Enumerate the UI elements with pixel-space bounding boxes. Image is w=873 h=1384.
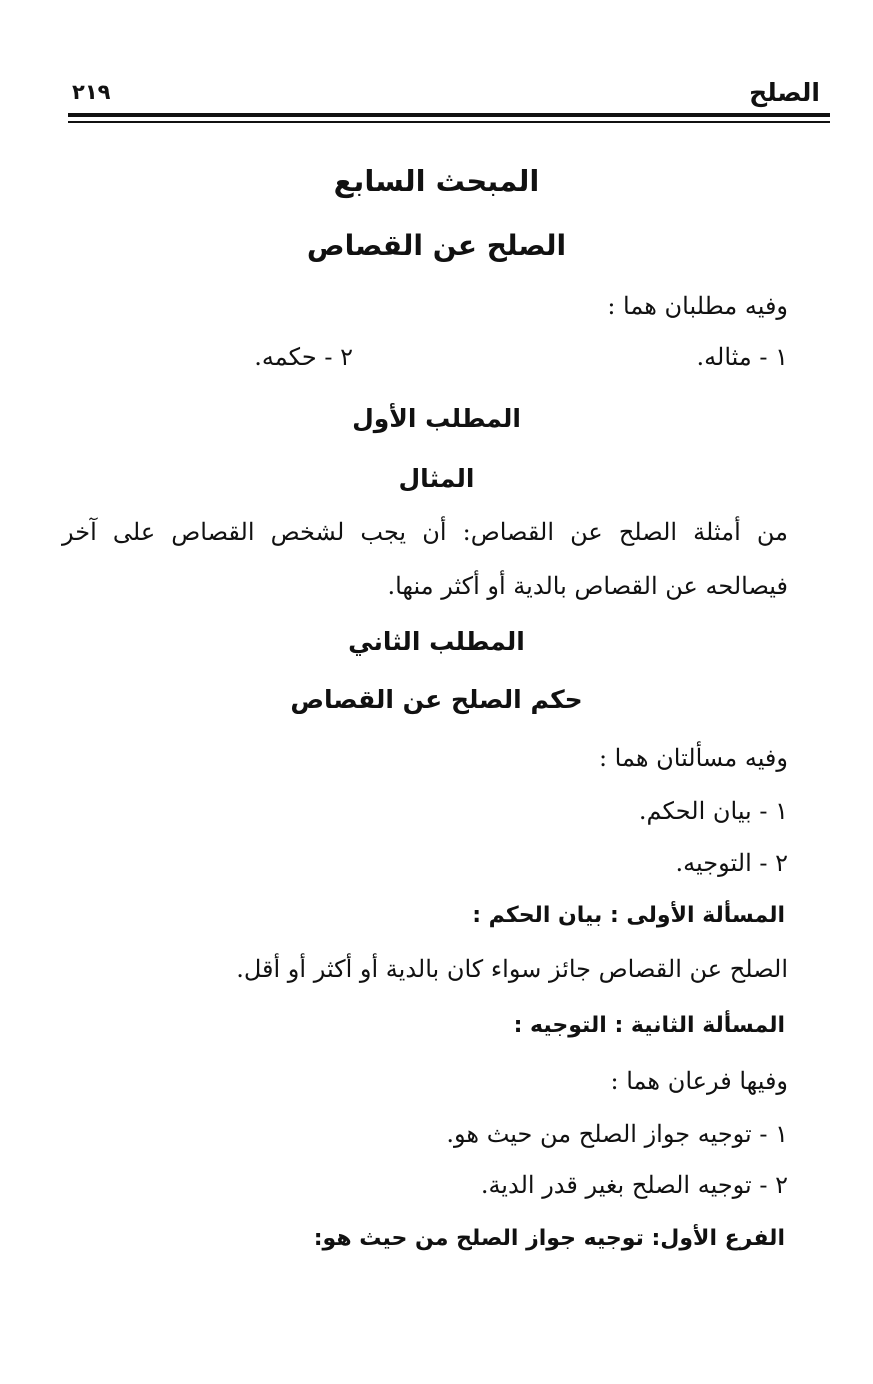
matlab2-heading: المطلب الثاني <box>348 627 525 656</box>
masala2-heading: المسألة الثانية : التوجيه : <box>513 1013 785 1038</box>
running-title: الصلح <box>749 78 820 107</box>
far1-heading: الفرع الأول: توجيه جواز الصلح من حيث هو: <box>313 1226 785 1251</box>
matlab2-item-2: ٢ - التوجيه. <box>675 849 788 877</box>
matlab1-subheading: المثال <box>398 464 475 493</box>
masala1-text: الصلح عن القصاص جائز سواء كان بالدية أو أكثر أو أقل. <box>236 955 788 983</box>
masala2-item-2: ٢ - توجيه الصلح بغير قدر الدية. <box>480 1171 788 1199</box>
section-item-2: ٢ - حكمه. <box>254 343 353 371</box>
section-item-1: ١ - مثاله. <box>696 343 788 371</box>
paragraph-line: فيصالحه عن القصاص بالدية أو أكثر منها. <box>387 572 788 600</box>
section-heading: المبحث السابع <box>333 164 540 198</box>
masala1-heading: المسألة الأولى : بيان الحكم : <box>472 903 785 928</box>
paragraph-line: من أمثلة الصلح عن القصاص: أن يجب لشخص القصاص على آخر <box>62 518 788 546</box>
header-rule-thin <box>68 121 830 123</box>
page-header <box>68 78 830 112</box>
header-rule-thick <box>68 113 830 117</box>
masala2-item-1: ١ - توجيه جواز الصلح من حيث هو. <box>446 1120 788 1148</box>
section-subheading: الصلح عن القصاص <box>306 229 567 262</box>
masala2-intro: وفيها فرعان هما : <box>610 1067 788 1095</box>
matlab2-subheading: حكم الصلح عن القصاص <box>290 685 583 714</box>
matlab2-item-1: ١ - بيان الحكم. <box>638 797 788 825</box>
section-intro: وفيه مطلبان هما : <box>607 292 788 320</box>
matlab2-intro: وفيه مسألتان هما : <box>598 744 788 772</box>
matlab1-heading: المطلب الأول <box>352 404 521 433</box>
page-number: ٢١٩ <box>72 80 111 104</box>
